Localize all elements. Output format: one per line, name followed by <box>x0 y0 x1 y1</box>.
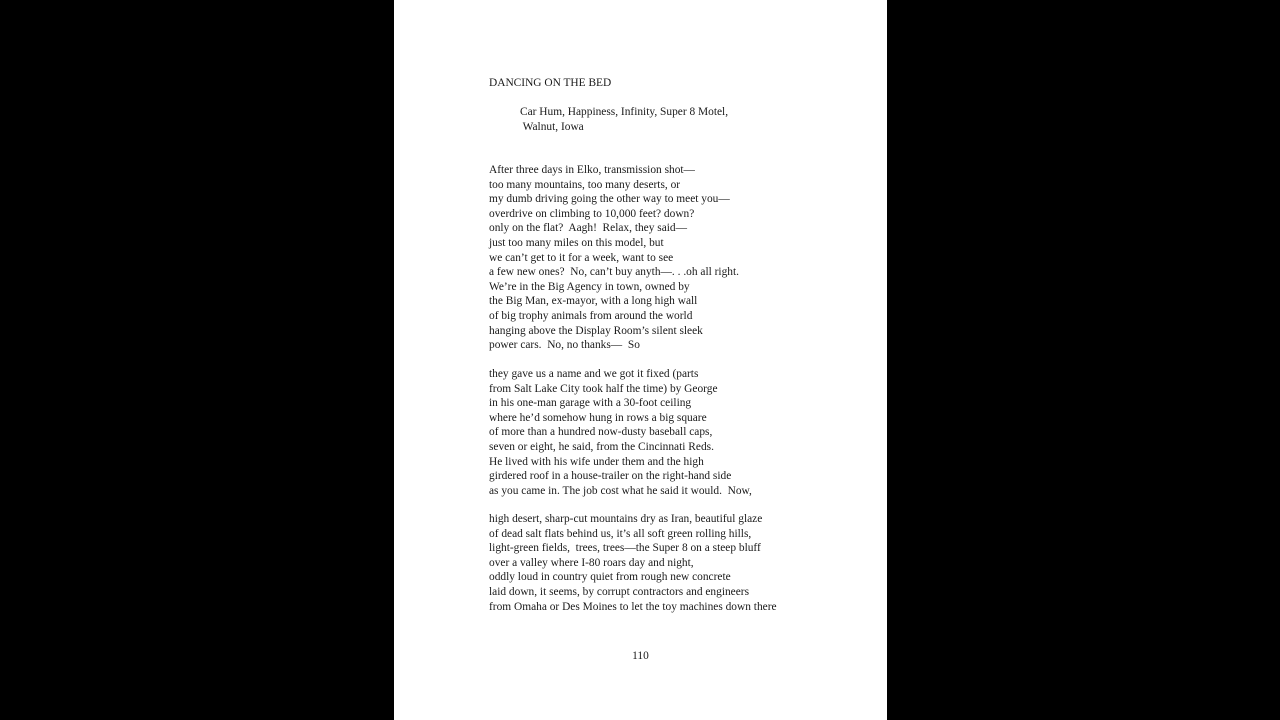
poem-line: the Big Man, ex-mayor, with a long high wall <box>489 295 698 308</box>
poem-line: they gave us a name and we got it fixed (parts <box>489 368 699 380</box>
poem-line: girdered roof in a house-trailer on the right-hand side <box>489 470 732 483</box>
poem-line: just too many miles on this model, but <box>489 236 664 249</box>
poem-line: in his one-man garage with a 30-foot ceiling <box>489 397 692 410</box>
poem-line: high desert, sharp-cut mountains dry as Iran, beautiful glaze <box>489 513 763 525</box>
stanza-3 <box>489 512 777 614</box>
poem-line: We’re in the Big Agency in town, owned by <box>489 280 690 293</box>
poem-line: as you came in. The job cost what he said it would. Now, <box>489 484 752 497</box>
poem-line: too many mountains, too many deserts, or <box>489 178 681 191</box>
poem-line: of dead salt flats behind us, it’s all soft green rolling hills, <box>489 527 752 540</box>
poem-line: of big trophy animals from around the world <box>489 309 693 322</box>
poem-line: light-green fields, trees, trees—the Super 8 on a steep bluff <box>489 542 761 555</box>
poem-line: laid down, it seems, by corrupt contractors and engineers <box>489 585 750 598</box>
poem-line: only on the flat? Aagh! Relax, they said— <box>489 222 688 235</box>
poem-line: After three days in Elko, transmission shot— <box>489 164 695 176</box>
epigraph-line: Walnut, Iowa <box>520 120 584 133</box>
poem-line: of more than a hundred now-dusty baseball caps, <box>489 426 713 439</box>
poem-line: oddly loud in country quiet from rough new concrete <box>489 571 731 584</box>
poem-line: hanging above the Display Room’s silent sleek <box>489 324 703 337</box>
poem-line: where he’d somehow hung in rows a big square <box>489 411 707 424</box>
poem-line: over a valley where I-80 roars day and night, <box>489 556 694 569</box>
poem-title: DANCING ON THE BED <box>489 77 612 89</box>
poem-line: overdrive on climbing to 10,000 feet? down? <box>489 207 695 220</box>
document-page <box>394 0 887 720</box>
epigraph-line: Car Hum, Happiness, Infinity, Super 8 Motel, <box>520 106 729 118</box>
poem-epigraph <box>520 105 728 134</box>
poem-line: my dumb driving going the other way to meet you— <box>489 193 730 206</box>
poem-line: a few new ones? No, can’t buy anyth—. . .oh all right. <box>489 266 740 279</box>
poem-line: He lived with his wife under them and the high <box>489 455 704 468</box>
poem-line: from Omaha or Des Moines to let the toy machines down there <box>489 600 777 613</box>
stanza-2 <box>489 367 752 498</box>
poem-line: from Salt Lake City took half the time) by George <box>489 382 718 395</box>
poem-line: power cars. No, no thanks— So <box>489 339 640 352</box>
stanza-1 <box>489 163 739 353</box>
poem-line: we can’t get to it for a week, want to see <box>489 251 674 264</box>
poem-line: seven or eight, he said, from the Cincinnati Reds. <box>489 440 714 453</box>
page-number: 110 <box>632 650 649 662</box>
